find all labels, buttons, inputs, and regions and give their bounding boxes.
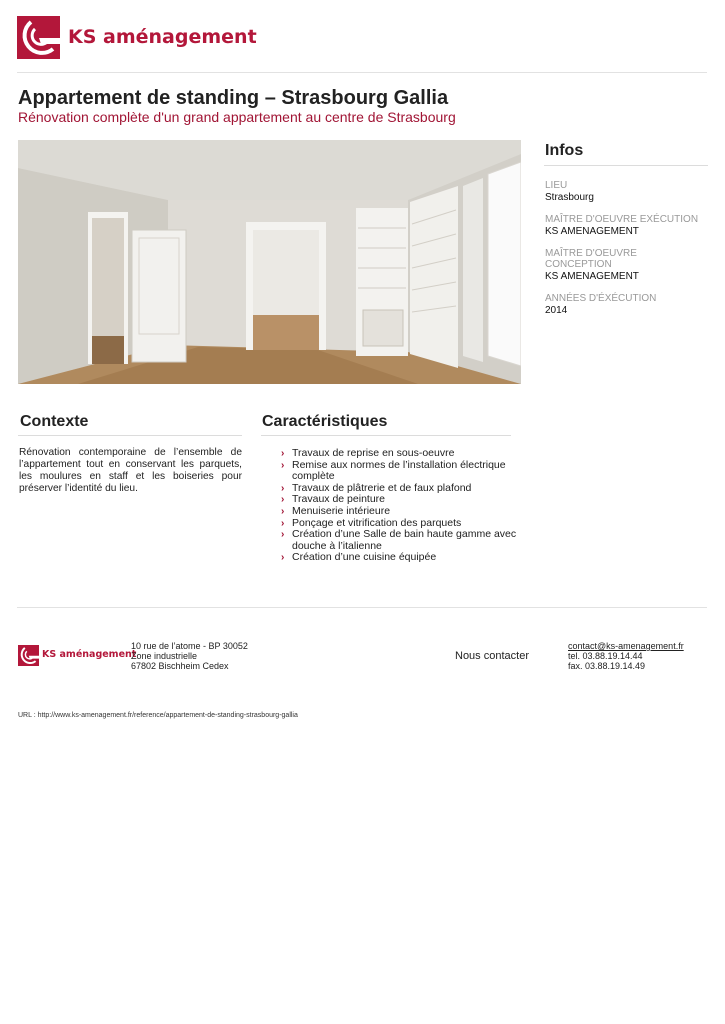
ks-logo-icon — [18, 645, 39, 666]
list-item: › Travaux de peinture — [281, 493, 385, 506]
info-item-annees — [545, 293, 710, 317]
list-item: › Menuiserie intérieure — [281, 504, 391, 517]
contact-label: Nous contacter — [455, 650, 529, 662]
email-link[interactable]: contact@ks-amenagement.fr — [568, 641, 684, 651]
list-item: › Travaux de plâtrerie et de faux plafond — [281, 481, 472, 494]
info-value: KS AMENAGEMENT — [545, 271, 639, 282]
contexte-divider — [18, 435, 242, 436]
header-divider — [17, 72, 707, 73]
info-item-moe-execution — [545, 214, 710, 238]
caracteristiques-list — [281, 448, 521, 564]
list-item: › Création d’une cuisine équipée — [281, 551, 437, 564]
phone-number: tel. 03.88.19.14.44 — [568, 651, 643, 661]
infos-list — [545, 180, 710, 317]
caracteristiques-divider — [261, 435, 511, 436]
address-line: 67802 Bischheim Cedex — [131, 661, 229, 671]
info-value: KS AMENAGEMENT — [545, 226, 639, 237]
chevron-right-icon: › — [281, 517, 285, 529]
info-label: MAÎTRE D'OEUVRE EXÉCUTION — [545, 214, 699, 225]
info-value: Strasbourg — [545, 192, 594, 203]
footer-divider — [17, 607, 707, 608]
room-photo-icon — [18, 140, 521, 384]
footer-address — [131, 641, 248, 671]
page-subtitle: Rénovation complète d'un grand appartement au centre de Strasbourg — [18, 109, 456, 125]
info-value: 2014 — [545, 305, 568, 316]
chevron-right-icon: › — [281, 494, 285, 506]
footer-contact — [568, 641, 684, 671]
infos-heading: Infos — [545, 142, 584, 159]
ks-logo-icon — [17, 16, 60, 59]
chevron-right-icon: › — [281, 529, 285, 541]
address-line: 10 rue de l’atome - BP 30052 — [131, 641, 248, 651]
chevron-right-icon: › — [281, 448, 285, 459]
page-url: URL : http://www.ks-amenagement.fr/reference/appartement-de-standing-strasbourg-gallia — [18, 712, 298, 719]
contexte-text: Rénovation contemporaine de l’ensemble de l’appartement tout en conservant les parquets, les moulures en staff et les boiseries pour préserver l’identité du lieu. — [19, 447, 242, 494]
infos-divider — [544, 165, 708, 166]
info-label: ANNÉES D'ÉXÉCUTION — [545, 293, 657, 304]
chevron-right-icon: › — [281, 552, 285, 564]
list-item: › Ponçage et vitrification des parquets — [281, 516, 462, 529]
list-item: › Travaux de reprise en sous-oeuvre — [281, 447, 455, 459]
info-item-moe-conception — [545, 248, 710, 283]
chevron-right-icon: › — [281, 459, 285, 471]
fax-number: fax. 03.88.19.14.49 — [568, 661, 646, 671]
chevron-right-icon: › — [281, 482, 285, 494]
list-item: › Création d’une Salle de bain haute gamme avec douche à l’italienne — [281, 528, 517, 552]
address-line: Zone industrielle — [131, 651, 198, 661]
logo-text: KS aménagement — [68, 26, 257, 48]
footer-logo[interactable] — [18, 645, 137, 667]
info-label: LIEU — [545, 180, 568, 191]
contexte-heading: Contexte — [20, 413, 89, 430]
footer-logo-text: KS aménagement — [42, 649, 137, 660]
list-item: › Remise aux normes de l’installation électrique complète — [281, 458, 506, 483]
page-title: Appartement de standing – Strasbourg Gallia — [18, 87, 449, 109]
caracteristiques-heading: Caractéristiques — [262, 413, 388, 430]
info-label: MAÎTRE D'OEUVRE CONCEPTION — [545, 248, 637, 270]
info-item-lieu — [545, 180, 710, 204]
header-logo[interactable] — [17, 16, 257, 60]
project-photo — [18, 140, 521, 384]
chevron-right-icon: › — [281, 505, 285, 517]
